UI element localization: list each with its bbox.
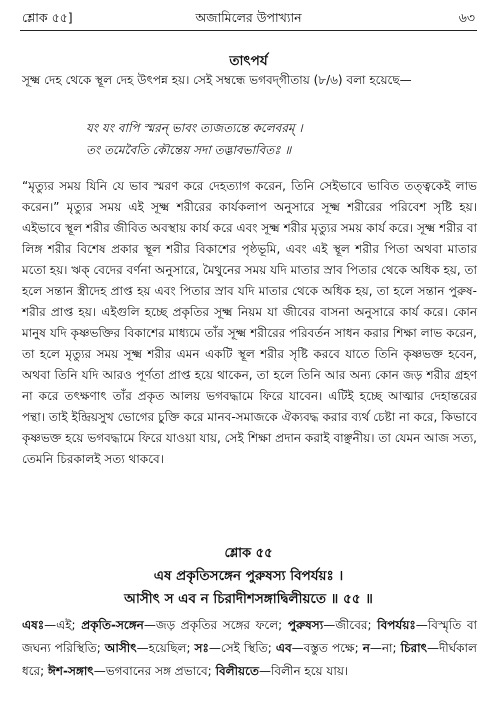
- synonym-meaning: এই;: [56, 618, 76, 632]
- synonym-term: বিপর্যয়ঃ: [377, 618, 416, 632]
- synonym-meaning: না;: [381, 641, 397, 655]
- synonym-term: এব: [275, 641, 292, 655]
- synonym-term: প্রকৃতি-সঙ্গেন: [81, 618, 144, 632]
- synonym-meaning: জীবের;: [335, 618, 372, 632]
- verse-line-1: এষ প্রকৃতিসঙ্গেন পুরুষস্য বিপর্যয়ঃ ।: [153, 568, 344, 584]
- synonym-meaning: বস্তুত পক্ষে;: [303, 641, 359, 655]
- synonym-term: চিরাৎ: [400, 641, 427, 655]
- synonym-meaning: জড় প্রকৃতির সঙ্গের ফলে;: [155, 618, 283, 632]
- synonym-term: ন: [362, 641, 370, 655]
- verse-heading: শ্লোক ৫৫: [224, 546, 273, 561]
- synonym-meaning: ভগবানের সঙ্গ প্রভাবে;: [105, 664, 212, 678]
- synonym-term: এষঃ: [22, 618, 45, 632]
- synonym-term: ঈশ-সঙ্গাৎ: [48, 664, 94, 678]
- synonym-term: সঃ: [194, 641, 209, 655]
- synonym-meaning: সেই স্থিতি;: [220, 641, 272, 655]
- header-chapter-title: অজামিলের উপাখ্যান: [195, 10, 302, 25]
- synonym-term: বিলীয়তে: [215, 664, 259, 678]
- synonym-term: আসীৎ: [104, 641, 137, 655]
- purport-title: তাৎপর্য: [229, 53, 268, 69]
- synonym-meaning: বিলীন হয়ে যায়।: [270, 664, 349, 678]
- purport-intro: সূক্ষ্ম দেহ থেকে স্থূল দেহ উৎপন্ন হয়। সেই সম্বন্ধে ভগবদ্‌গীতায় (৮/৬) বলা হয়েছে—: [22, 73, 412, 87]
- synonym-meaning: হয়েছিল;: [148, 641, 191, 655]
- quote-line-1: যং যং বাপি স্মরন্ ভাবং ত্যজত্যন্তে কলেবরম্ ।: [86, 121, 303, 135]
- header-verse-ref: শ্লোক ৫৫]: [22, 10, 73, 25]
- verse-line-2: আসীৎ স এব ন চিরাদীশসঙ্গাদ্বিলীয়তে ॥ ৫৫ ॥: [124, 591, 373, 607]
- synonym-term: পুরুষস্য: [287, 618, 324, 632]
- running-header: [22, 8, 475, 30]
- quote-line-2: তং তমেবৈতি কৌন্তেয় সদা তদ্ভাবভাবিতঃ ॥: [86, 143, 292, 157]
- header-rule: [20, 30, 477, 31]
- synonym-meaning: বিস্মৃতি বা জঘন্য পরিস্থিতি;: [22, 618, 477, 655]
- synonyms: এষঃ—এই; প্রকৃতি-সঙ্গেন—জড় প্রকৃতির সঙ্গের ফলে; পুরুষস্য—জীবের; বিপর্যয়ঃ—বিস্মৃতি বা জঘন্য পরিস্থিতি; আসীৎ—হয়েছিল; সঃ—সেই স্থিতি; এব—বস্তুত পক্ষে; ন—না; চিরাৎ—দীর্ঘকাল ধরে; ঈশ-সঙ্গাৎ—ভগবানের সঙ্গ প্রভাবে; বিলীয়তে—বিলীন হয়ে যায়।: [22, 618, 477, 678]
- purport-body: “মৃত্যুর সময় যিনি যে ভাব স্মরণ করে দেহত্যাগ করেন, তিনি সেইভাবে ভাবিত তত্ত্বকেই লাভ করেন।” মৃত্যুর সময় এই সূক্ষ্ম শরীরের কার্যকলাপ অনুসারে সূক্ষ্ম শরীরের পরিবেশ সৃষ্টি হয়। এইভাবে স্থূল শরীর জীবিত অবস্থায় কার্য করে এবং সূক্ষ্ম শরীর মৃত্যুর সময় কার্য করে। সূক্ষ্ম শরীর বা লিঙ্গ শরীর বিশেষ প্রকার স্থূল শরীর বিকাশের পৃষ্ঠভূমি, এবং এই স্থূল শরীর পিতা অথবা মাতার মতো হয়। ঋক্ বেদের বর্ণনা অনুসারে, মৈথুনের সময় যদি মাতার স্রাব পিতার থেকে অধিক হয়, তা হলে সন্তান স্ত্রীদেহ প্রাপ্ত হয় এবং পিতার স্রাব যদি মাতার থেকে অধিক হয়, তা হলে সন্তান পুরুষ-শরীর প্রাপ্ত হয়। এইগুলি হচ্ছে প্রকৃতির সূক্ষ্ম নিয়ম যা জীবের বাসনা অনুসারে কার্য করে। কোন মানুষ যদি কৃষ্ণভক্তির বিকাশের মাধ্যমে তাঁর সূক্ষ্ম শরীরের পরিবর্তন সাধন করার শিক্ষা লাভ করেন, তা হলে মৃত্যুর সময় সূক্ষ্ম শরীর এমন একটি স্থূল শরীর সৃষ্টি করবে যাতে তিনি কৃষ্ণভক্ত হবেন, অথবা তিনি যদি আরও পূর্ণতা প্রাপ্ত হয়ে থাকেন, তা হলে তিনি আর অন্য কোন জড় শরীর গ্রহণ না করে তৎক্ষণাৎ তাঁর প্রকৃত আলয় ভগবদ্ধামে ফিরে যাবেন। এটিই হচ্ছে আত্মার দেহান্তরের পন্থা। তাই ইন্দ্রিয়সুখ ভোগের চুক্তি করে মানব-সমাজকে ঐক্যবদ্ধ করার ব্যর্থ চেষ্টা না করে, কিভাবে কৃষ্ণভক্ত হয়ে ভগবদ্ধামে ফিরে যাওয়া যায়, সেই শিক্ষা প্রদান করাই বাঞ্ছনীয়। তা যেমন আজ সত্য, তেমনি চিরকালই সত্য থাকবে।: [22, 179, 477, 466]
- synonym-meaning: দীর্ঘকাল ধরে;: [22, 641, 477, 678]
- page-number: ৬৩: [458, 10, 475, 25]
